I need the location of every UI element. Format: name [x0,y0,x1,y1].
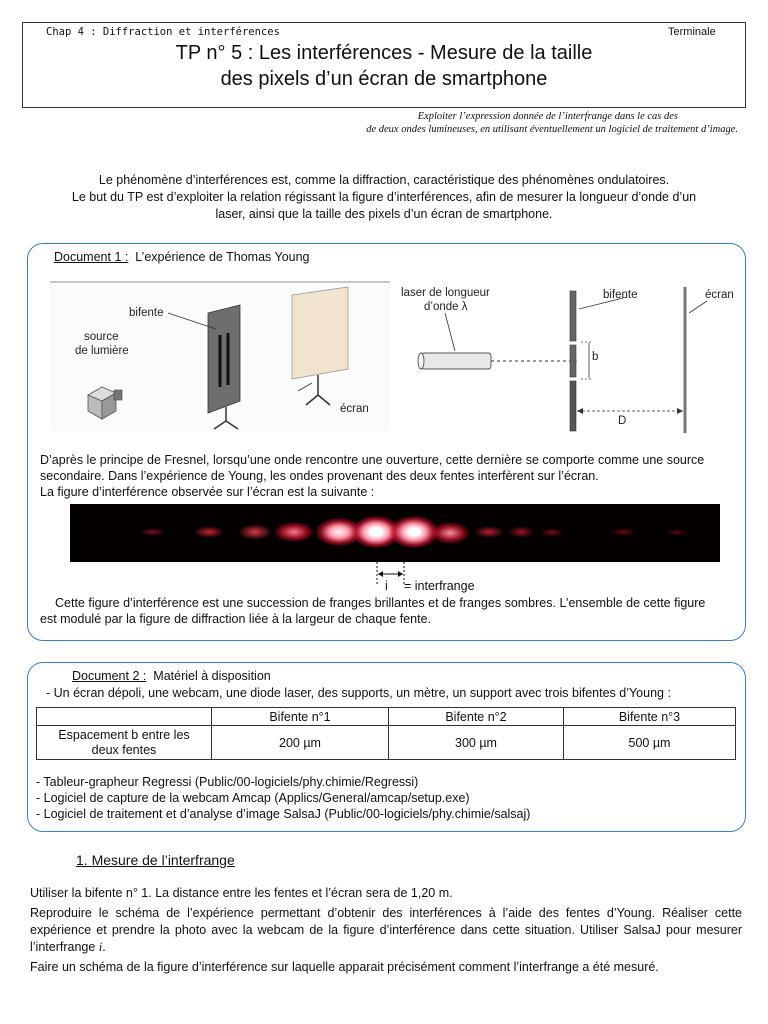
doc1-title [54,250,310,264]
section1-line5: Faire un schéma de la figure d’interférence sur laquelle apparait précisément comment l’interfrange a été mesuré. [30,960,659,974]
label-bifente-right: bifente [603,289,638,301]
screen-leader [298,383,312,391]
bifente-leg-2 [226,421,238,429]
row-label-line1: Espacement b entre les [58,727,190,742]
doc1-para1-line2: secondaire. Dans l’expérience de Young, les ondes provenant des deux fentes interfèrent sur l’écran. [40,469,599,483]
label-D: D [618,415,627,427]
interfrange-arrow-right [398,571,403,577]
doc1-para1-line3: La figure d’interférence observée sur l’écran est la suivante : [40,485,375,499]
screen-leg-2 [318,395,330,405]
doc1-para2-line1: Cette figure d’interférence est une succession de franges brillantes et de franges sombres. L’ensemble de cette figure [55,596,706,610]
intro-line1: Le phénomène d’interférences est, comme la diffraction, caractéristique des phénomènes ondulatoires. [98,173,670,187]
label-laser-1: laser de longueur [401,287,490,299]
interference-pattern-image [70,504,720,562]
label-b: b [592,351,599,363]
ecran-leader-right [689,301,707,313]
objective-line2: de deux ondes lumineuses, en utilisant éventuellement un logiciel de traitement d’image. [366,124,738,135]
source-lens [114,390,122,400]
interfrange-arrow-left [378,571,383,577]
bifente-bar-top [570,291,576,341]
bifente-plate [208,305,240,413]
table-row-label [37,726,212,760]
label-laser-2: d’onde λ [424,301,468,313]
table-cell: 200 µm [212,726,389,760]
doc1-label: Document 1 : [54,250,129,264]
page-title-line2: des pixels d’un écran de smartphone [220,68,548,90]
fringe [274,522,314,542]
objective-line1: Exploiter l’expression donnée de l’interfrange dans le cas des [417,111,678,122]
laser-body [421,353,491,369]
fringe [194,526,224,538]
label-ecran-right: écran [705,289,734,301]
fringe [508,526,534,538]
label-ecran-left: écran [340,403,369,415]
table-header-cell: Bifente n°3 [564,708,736,726]
bifente-bar-bottom [570,381,576,431]
table-header-cell: Bifente n°2 [389,708,564,726]
interfrange-symbol: i [385,579,388,593]
row-label-line2: deux fentes [91,742,157,757]
section1-line3: expérience et prendre la photo avec la webcam de la figure d’interférence dans cette situation. Utiliser SalsaJ pour mesurer [30,923,742,937]
bifente-table [36,707,736,760]
label-bifente-left: bifente [129,307,164,319]
section1-line4-post: . [102,940,106,954]
doc1-para2-line2: est modulé par la figure de diffraction liée à la largeur de chaque fente. [40,612,431,626]
section1-line4-var: i [98,940,103,954]
screen-plate [292,287,348,379]
table-header-cell: Bifente n°1 [212,708,389,726]
section1-line2: Reproduire le schéma de l’expérience permettant d’obtenir des interférences à l’aide des fentes d’Young. Réaliser cette [30,906,742,920]
fringe [540,528,564,537]
section-1-heading: 1. Mesure de l’interfrange [76,852,235,868]
young-illustration-svg [50,283,390,431]
D-arrow-left [577,408,583,414]
table-row [37,726,736,760]
fringe [238,524,272,540]
table-header-cell [37,708,212,726]
laser-leader [445,313,455,351]
D-arrow-right [677,408,683,414]
doc2-title-text: Matériel à disposition [153,669,271,683]
doc1-para1-line1: D’après le principe de Fresnel, lorsqu’une onde rencontre une ouverture, cette dernière se comporte comme une source [40,453,705,467]
doc1-title-text: L’expérience de Thomas Young [135,250,310,264]
fringe [140,528,166,536]
level-label: Terminale [668,26,716,38]
software-item: - Tableur-grapheur Regressi (Public/00-logiciels/phy.chimie/Regressi) [36,775,419,789]
intro-line3: laser, ainsi que la taille des pixels d’un écran de smartphone. [215,207,553,221]
table-header-row [37,708,736,726]
section1-line4 [30,939,742,956]
fringe [474,526,504,538]
fringe [430,522,470,544]
section1-line1: Utiliser la bifente n° 1. La distance entre les fentes et l’écran sera de 1,20 m. [30,886,453,900]
fringe [610,528,636,536]
doc2-title [72,669,271,683]
software-item: - Logiciel de traitement et d’analyse d’image SalsaJ (Public/00-logiciels/phy.chimie/salsaj) [36,807,531,821]
interfrange-label: = interfrange [404,579,475,593]
label-source-1: source [84,331,119,343]
intro-line2: Le but du TP est d’exploiter la relation régissant la figure d’interférences, afin de mesurer la longueur d’onde d’un [71,190,697,204]
chapter-label: Chap 4 : Diffraction et interférences [46,26,280,38]
screen-leg-1 [306,395,318,405]
table-cell: 300 µm [389,726,564,760]
doc2-label: Document 2 : [72,669,147,683]
bifente-leg-1 [214,421,226,429]
doc2-intro: - Un écran dépoli, une webcam, une diode laser, des supports, un mètre, un support avec trois bifentes d’Young : [46,686,671,700]
section1-line4-pre: l’interfrange [30,940,99,954]
laser-end [418,353,424,369]
label-source-2: de lumière [75,345,129,357]
fringe [666,529,688,536]
bifente-bar-middle [570,345,576,377]
page-title-line1: TP n° 5 : Les interférences - Mesure de la taille [175,42,593,64]
table-cell: 500 µm [564,726,736,760]
software-item: - Logiciel de capture de la webcam Amcap (Applics/General/amcap/setup.exe) [36,791,470,805]
